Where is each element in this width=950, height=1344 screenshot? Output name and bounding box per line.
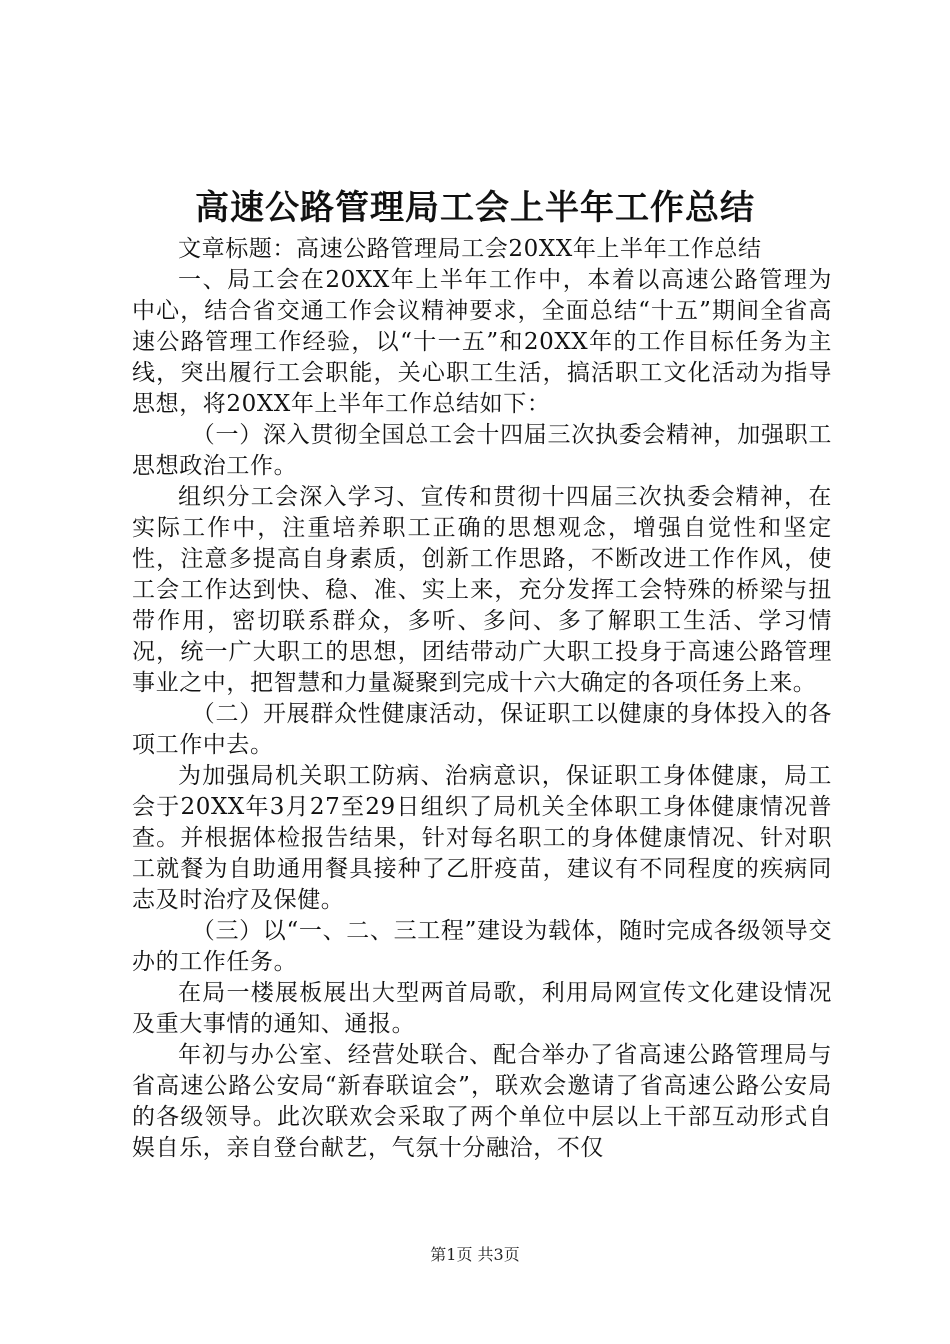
article-title-line: 文章标题：高速公路管理局工会20XX年上半年工作总结	[178, 236, 762, 262]
page-number-footer: 第1页 共3页	[430, 1245, 520, 1264]
section-heading-1: （一）深入贯彻全国总工会十四届三次执委会精神，加强职工思想政治工作。	[132, 422, 832, 479]
section-heading-3: （三）以“一、二、三工程”建设为载体，随时完成各级领导交办的工作任务。	[132, 918, 832, 975]
paragraph-section-3b: 年初与办公室、经营处联合、配合举办了省高速公路管理局与省高速公路公安局“新春联谊会”，联欢会邀请了省高速公路公安局的各级领导。此次联欢会采取了两个单位中层以上干部互动形式自娱自乐，亲自登台献艺，气氛十分融洽，不仅	[132, 1042, 832, 1161]
paragraph-section-2: 为加强局机关职工防病、治病意识，保证职工身体健康，局工会于20XX年3月27至29日组织了局机关全体职工身体健康情况普查。并根据体检报告结果，针对每名职工的身体健康情况、针对职工就餐为自助通用餐具接种了乙肝疫苗，建议有不同程度的疾病同志及时治疗及保健。	[132, 763, 832, 913]
document-title: 高速公路管理局工会上半年工作总结	[195, 188, 755, 228]
paragraph-section-1: 组织分工会深入学习、宣传和贯彻十四届三次执委会精神，在实际工作中，注重培养职工正确的思想观念，增强自觉性和坚定性，注意多提高自身素质，创新工作思路，不断改进工作作风，使工会工作达到快、稳、准、实上来，充分发挥工会特殊的桥梁与扭带作用，密切联系群众，多听、多问、多了解职工生活、学习情况，统一广大职工的思想，团结带动广大职工投身于高速公路管理事业之中，把智慧和力量凝聚到完成十六大确定的各项任务上来。	[132, 484, 832, 696]
document-body	[132, 234, 832, 1164]
section-heading-2: （二）开展群众性健康活动，保证职工以健康的身体投入的各项工作中去。	[132, 701, 832, 758]
paragraph-intro: 一、局工会在20XX年上半年工作中，本着以高速公路管理为中心，结合省交通工作会议精神要求，全面总结“十五”期间全省高速公路管理工作经验，以“十一五”和20XX年的工作目标任务为主线，突出履行工会职能，关心职工生活，搞活职工文化活动为指导思想，将20XX年上半年工作总结如下：	[132, 267, 832, 417]
paragraph-section-3a: 在局一楼展板展出大型两首局歌，利用局网宣传文化建设情况及重大事情的通知、通报。	[132, 980, 832, 1037]
